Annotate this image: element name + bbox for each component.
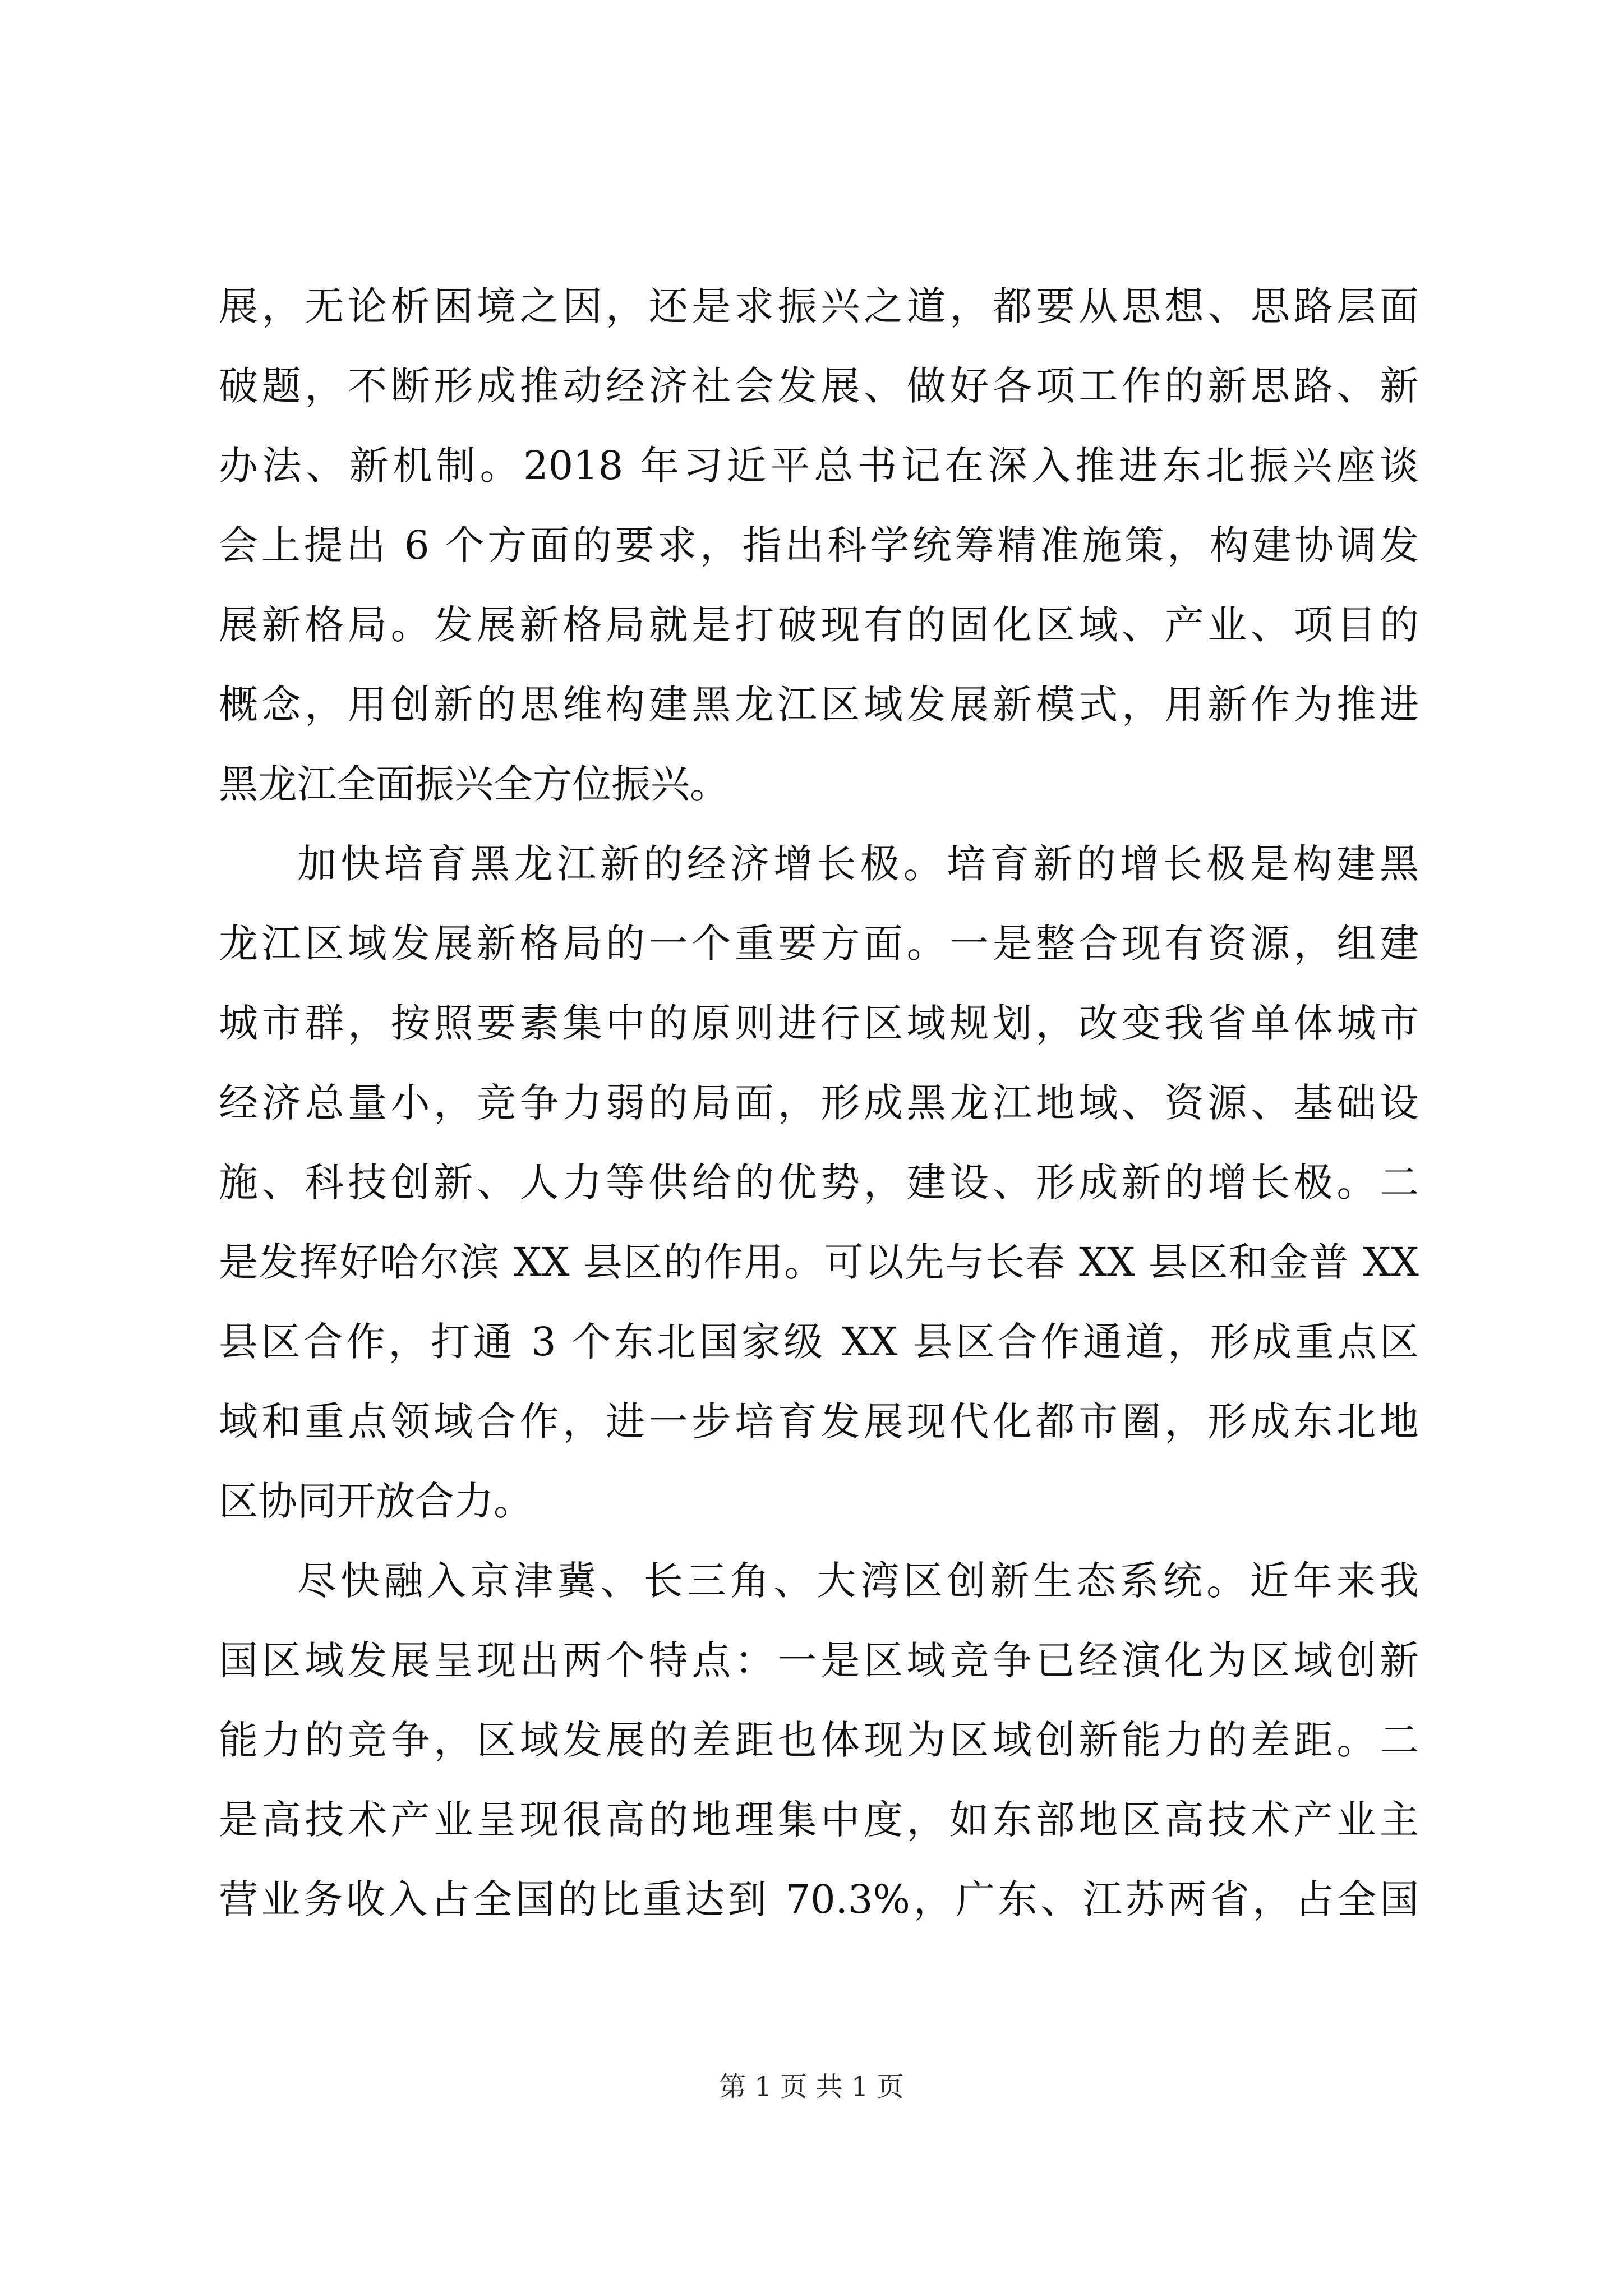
paragraph-2-line-3: 城市群，按照要素集中的原则进行区域规划，改变我省单体城市	[219, 1000, 1419, 1046]
page-number-label: 第 1 页 共 1 页	[719, 2071, 904, 2102]
paragraph-2-line-2: 龙江区域发展新格局的一个重要方面。一是整合现有资源，组建	[219, 921, 1419, 967]
paragraph-3-line-2: 国区域发展呈现出两个特点：一是区域竞争已经演化为区域创新	[219, 1637, 1419, 1683]
paragraph-3-line-4: 是高技术产业呈现很高的地理集中度，如东部地区高技术产业主	[219, 1797, 1419, 1843]
paragraph-2-line-7: 县区合作，打通 3 个东北国家级 XX 县区合作通道，形成重点区	[219, 1319, 1419, 1365]
paragraph-1-line-3: 办法、新机制。2018 年习近平总书记在深入推进东北振兴座谈	[219, 443, 1419, 489]
paragraph-3-line-3: 能力的竞争，区域发展的差距也体现为区域创新能力的差距。二	[219, 1717, 1419, 1763]
paragraph-1-line-7: 黑龙江全面振兴全方位振兴。	[219, 761, 729, 807]
paragraph-1-line-4: 会上提出 6 个方面的要求，指出科学统筹精准施策，构建协调发	[219, 522, 1419, 568]
paragraph-1-line-5: 展新格局。发展新格局就是打破现有的固化区域、产业、项目的	[219, 602, 1419, 648]
paragraph-1-line-1: 展，无论析困境之因，还是求振兴之道，都要从思想、思路层面	[219, 283, 1419, 329]
paragraph-2-line-1: 加快培育黑龙江新的经济增长极。培育新的增长极是构建黑	[297, 841, 1419, 887]
page-footer	[0, 2070, 1623, 2104]
paragraph-2-line-4: 经济总量小，竞争力弱的局面，形成黑龙江地域、资源、基础设	[219, 1080, 1419, 1126]
document-body	[219, 266, 1419, 1939]
paragraph-2-line-9: 区协同开放合力。	[219, 1478, 533, 1524]
paragraph-2-line-8: 域和重点领域合作，进一步培育发展现代化都市圈，形成东北地	[219, 1398, 1419, 1444]
paragraph-1-line-2: 破题，不断形成推动经济社会发展、做好各项工作的新思路、新	[219, 363, 1419, 409]
paragraph-2-line-5: 施、科技创新、人力等供给的优势，建设、形成新的增长极。二	[219, 1159, 1419, 1205]
paragraph-2-line-6: 是发挥好哈尔滨 XX 县区的作用。可以先与长春 XX 县区和金普 XX	[219, 1239, 1419, 1285]
paragraph-3-line-5: 营业务收入占全国的比重达到 70.3%，广东、江苏两省，占全国	[219, 1876, 1419, 1922]
paragraph-3-line-1: 尽快融入京津冀、长三角、大湾区创新生态系统。近年来我	[297, 1558, 1419, 1604]
paragraph-1-line-6: 概念，用创新的思维构建黑龙江区域发展新模式，用新作为推进	[219, 682, 1419, 728]
